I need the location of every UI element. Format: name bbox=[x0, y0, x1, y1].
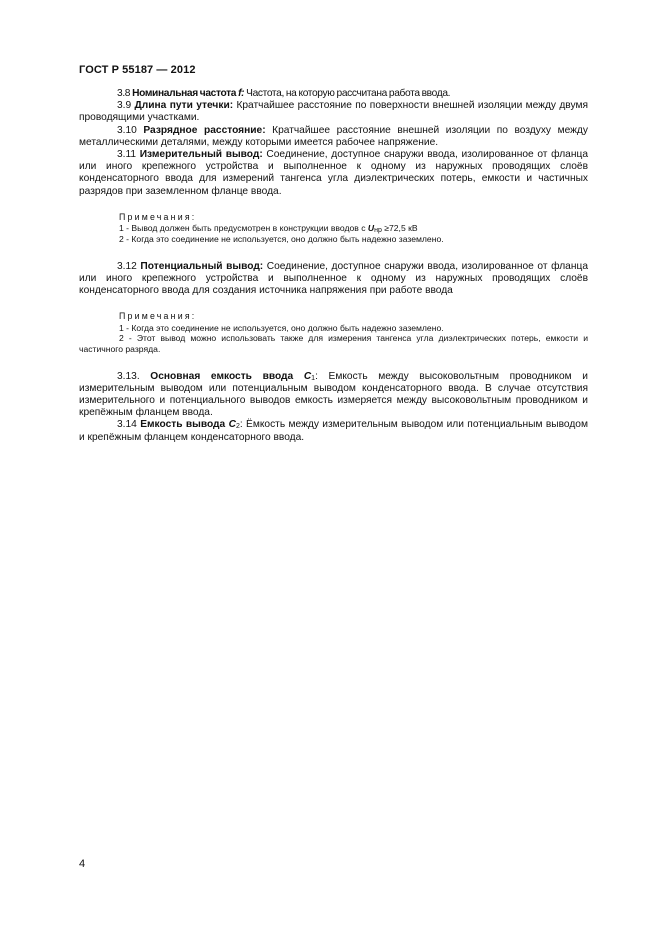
note-text: 1 - Вывод должен быть предусмотрен в конструкции вводов с bbox=[119, 223, 368, 234]
clause-text: Частота, на которую рассчитана работа ввода. bbox=[244, 88, 451, 99]
clause-text: : Ёмкость между измерительным выводом или потенциальным выводом и крепёжным фланцем конденсаторного ввода. bbox=[79, 419, 588, 443]
document-body bbox=[79, 88, 588, 444]
clause-term: Измерительный вывод: bbox=[139, 149, 263, 161]
note-item-2: 2 - Этот вывод можно использовать также для измерения тангенса угла диэлектрических потерь, емкости и частичного разряда. bbox=[79, 333, 588, 354]
clause-3-8 bbox=[79, 88, 588, 100]
capacitance-subscript: 2 bbox=[235, 423, 240, 431]
clause-symbol: f: bbox=[238, 88, 245, 99]
clause-term: Основная емкость ввода bbox=[150, 370, 294, 382]
clause-text: Кратчайшее расстояние по поверхности внешней изоляции между двумя проводящими участками. bbox=[79, 100, 588, 124]
clause-text: Кратчайшее расстояние внешней изоляции по воздуху между металлическими деталями, между которыми имеется рабочее напряжение. bbox=[79, 124, 588, 148]
clause-number: 3.12 bbox=[117, 260, 137, 272]
clause-number: 3.13. bbox=[117, 370, 140, 382]
clause-number: 3.10 bbox=[117, 124, 137, 136]
clause-3-13 bbox=[79, 371, 588, 420]
notes-block-2 bbox=[79, 311, 588, 354]
clause-3-11 bbox=[79, 149, 588, 198]
clause-text: Соединение, доступное снаружи ввода, изолированное от фланца или иного крепежного устройства и выполненное к одному из наружных проводящих слоёв конденсаторного ввода для измерений тангенса угла диэлектрических потерь, емкости и частичных разрядов при заземленном фланце ввода. bbox=[79, 149, 588, 197]
capacitance-subscript: 1 bbox=[311, 374, 316, 382]
clause-term: Номинальная частота bbox=[132, 88, 237, 99]
clause-3-10 bbox=[79, 125, 588, 149]
clause-term: Длина пути утечки: bbox=[134, 100, 234, 112]
clause-3-14 bbox=[79, 419, 588, 443]
note-item-1: 1 - Когда это соединение не используется, оно должно быть надежно заземлено. bbox=[119, 322, 444, 333]
note-text-end: ≥72,5 кВ bbox=[381, 223, 418, 234]
voltage-symbol: U bbox=[367, 223, 375, 234]
capacitance-symbol: C bbox=[303, 370, 312, 382]
page-number: 4 bbox=[79, 858, 86, 870]
clause-term: Емкость вывода bbox=[140, 419, 226, 431]
clause-number: 3.8 bbox=[117, 88, 131, 99]
notes-title: Примечания: bbox=[119, 211, 197, 222]
clause-text: Соединение, доступное снаружи ввода, изолированное от фланца или иного крепежного устройства и выполненное к одному из наружных проводящих слоёв конденсаторного ввода для создания источника напряжения при работе ввода bbox=[79, 260, 588, 297]
note-item-1 bbox=[79, 223, 588, 234]
clause-text: : Емкость между высоковольтным проводником и измерительным выводом или потенциальным выводом конденсаторного ввода. В случае отсутствия измерительного и потенциального выводов емкость измеряется между высоковольтным проводником и крепёжным фланцем ввода. bbox=[79, 370, 588, 419]
voltage-subscript: нр bbox=[374, 227, 382, 235]
document-header: ГОСТ Р 55187 — 2012 bbox=[79, 64, 196, 76]
clause-number: 3.14 bbox=[117, 419, 137, 431]
clause-term: Разрядное расстояние: bbox=[143, 124, 266, 136]
clause-3-12 bbox=[79, 261, 588, 298]
clause-3-9 bbox=[79, 100, 588, 124]
capacitance-symbol: C bbox=[228, 419, 236, 431]
notes-title: Примечания: bbox=[119, 311, 197, 322]
clause-term: Потенциальный вывод: bbox=[140, 260, 264, 272]
note-item-2: 2 - Когда это соединение не используется, оно должно быть надежно заземлено. bbox=[119, 234, 444, 245]
clause-number: 3.9 bbox=[117, 100, 132, 112]
notes-block-1 bbox=[79, 212, 588, 245]
clause-number: 3.11 bbox=[117, 149, 137, 161]
